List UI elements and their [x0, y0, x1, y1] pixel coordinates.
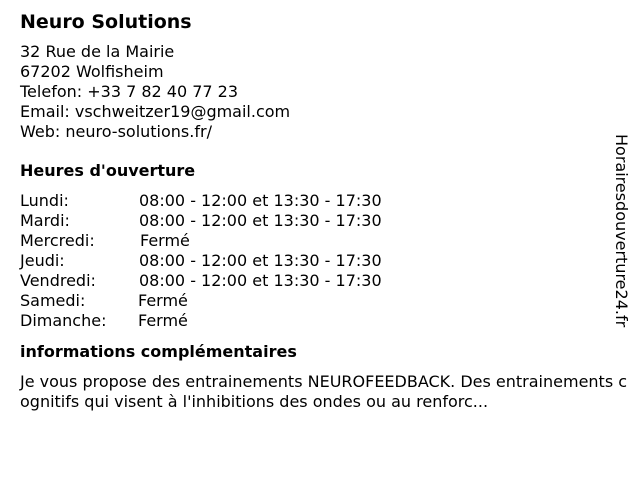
day-label: Mardi: — [20, 211, 70, 230]
additional-info-title: informations complémentaires — [20, 342, 297, 361]
hours-value: 08:00 - 12:00 et 13:30 - 17:30 — [139, 191, 382, 210]
day-label: Samedi: — [20, 291, 86, 310]
hours-value: 08:00 - 12:00 et 13:30 - 17:30 — [139, 251, 382, 270]
address-city: 67202 Wolfisheim — [20, 62, 164, 81]
hours-value: Fermé — [140, 231, 190, 250]
business-name: Neuro Solutions — [20, 11, 192, 33]
hours-row-sunday — [20, 311, 620, 331]
day-label: Lundi: — [20, 191, 69, 210]
day-label: Vendredi: — [20, 271, 96, 290]
hours-value: 08:00 - 12:00 et 13:30 - 17:30 — [139, 211, 382, 230]
hours-value: Fermé — [138, 311, 188, 330]
site-watermark: Horairesdouverture24.fr — [612, 134, 631, 328]
additional-info-text: Je vous propose des entrainements NEUROFEEDBACK. Des entrainements cognitifs qui visent à l'inhibitions des ondes ou au renforc... — [20, 372, 628, 411]
day-label: Jeudi: — [20, 251, 65, 270]
hours-row-monday — [20, 191, 620, 211]
hours-row-saturday — [20, 291, 620, 311]
website-address: Web: neuro-solutions.fr/ — [20, 122, 212, 141]
day-label: Dimanche: — [20, 311, 107, 330]
opening-hours-table — [20, 191, 620, 331]
email-address: Email: vschweitzer19@gmail.com — [20, 102, 291, 121]
day-label: Mercredi: — [20, 231, 95, 250]
address-street: 32 Rue de la Mairie — [20, 42, 175, 61]
hours-row-wednesday — [20, 231, 620, 251]
hours-row-thursday — [20, 251, 620, 271]
hours-value: Fermé — [138, 291, 188, 310]
opening-hours-title: Heures d'ouverture — [20, 161, 196, 180]
phone-number: Telefon: +33 7 82 40 77 23 — [20, 82, 239, 101]
hours-row-friday — [20, 271, 620, 291]
hours-value: 08:00 - 12:00 et 13:30 - 17:30 — [139, 271, 382, 290]
hours-row-tuesday — [20, 211, 620, 231]
